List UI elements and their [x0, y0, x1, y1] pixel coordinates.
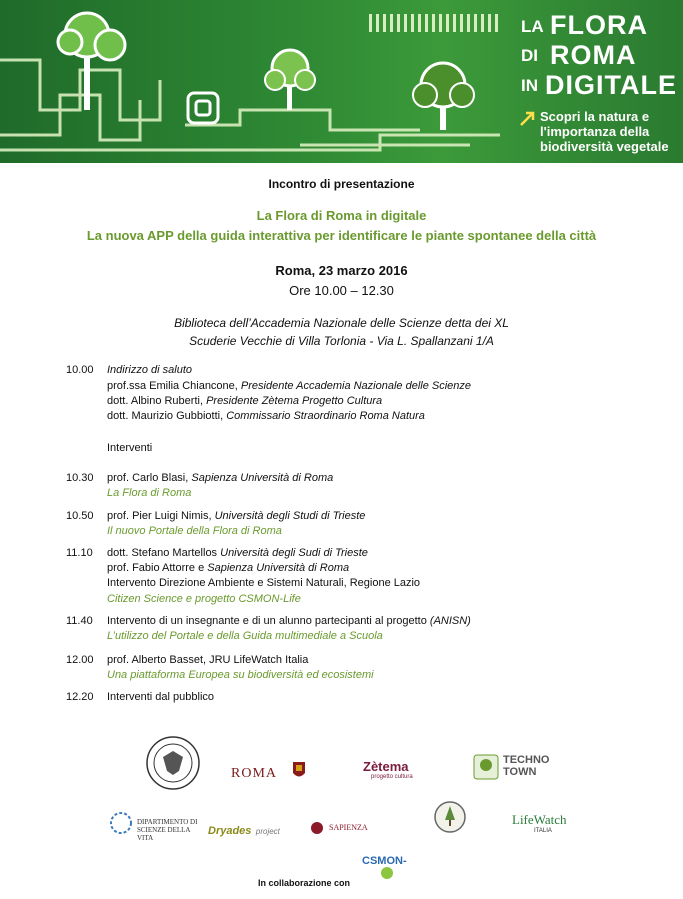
program-speaker: prof. Alberto Basset, JRU LifeWatch Italia	[107, 654, 309, 666]
collaboration-label: In collaborazione con	[258, 878, 351, 888]
program-speaker: Interventi dal pubblico	[107, 691, 215, 703]
event-date: Roma, 23 marzo 2016	[275, 263, 408, 278]
banner-title-digitale: DIGITALE	[545, 70, 677, 100]
dryades-logo	[208, 821, 280, 839]
technotown-icon	[473, 753, 499, 781]
program-time: 12.00	[66, 654, 94, 666]
banner-subtitle-3: biodiversità vegetale	[540, 139, 669, 154]
banner-title-la: LA	[521, 17, 544, 36]
speaker-role: Presidente Accademia Nazionale delle Scienze	[240, 380, 472, 392]
program-topic: Il nuovo Portale della Flora di Roma	[107, 525, 282, 537]
dipartimento-icon	[110, 810, 132, 836]
roma-logo-text: ROMA	[231, 766, 278, 781]
speaker-role: Commissario Straordinario Roma Natura	[226, 410, 425, 422]
program-speaker	[107, 509, 365, 524]
program-topic: Citizen Science e progetto CSMON-Life	[107, 593, 301, 605]
zetema-name: Zètema	[363, 759, 409, 774]
program-time: 10.00	[66, 364, 94, 376]
dryades-sub: project	[255, 827, 280, 836]
banner-title-roma: ROMA	[550, 40, 637, 70]
program-time: 12.20	[66, 691, 94, 703]
dipartimento-line-2: SCIENZE DELLA VITA	[137, 826, 191, 842]
event-subtitle: La nuova APP della guida interattiva per identificare le piante spontanee della città	[86, 228, 597, 243]
event-title: La Flora di Roma in digitale	[256, 208, 427, 223]
dipartimento-line-1: DIPARTIMENTO DI	[137, 818, 198, 826]
program-time: 10.30	[66, 472, 94, 484]
banner-title-flora: FLORA	[550, 10, 648, 40]
program-speaker	[107, 409, 425, 424]
speaker-role: Sapienza Università di Roma	[191, 472, 334, 484]
banner-subtitle-2: l'importanza della	[540, 124, 650, 139]
speaker-role: Presidente Zètema Progetto Cultura	[206, 395, 383, 407]
sapienza-logo	[310, 810, 380, 840]
speaker-role: Università degli Sudi di Trieste	[220, 547, 368, 559]
speaker-role: Università degli Studi di Trieste	[214, 510, 366, 522]
speaker-name: dott. Maurizio Gubbiotti,	[107, 410, 227, 422]
program-speaker: Intervento Direzione Ambiente e Sistemi Naturali, Regione Lazio	[107, 577, 421, 589]
technotown-name-1: TECHNO	[503, 754, 550, 766]
speaker-name: prof. Pier Luigi Nimis,	[107, 510, 215, 522]
intro-text: Incontro di presentazione	[268, 177, 415, 191]
lifewatch-logo	[512, 812, 567, 834]
technotown-logo	[473, 753, 549, 781]
speaker-role: Sapienza Università di Roma	[207, 562, 350, 574]
venue-line-2: Scuderie Vecchie di Villa Torlonia - Via L. Spallanzani 1/A	[189, 334, 494, 348]
lifewatch-sub: ITALIA	[534, 828, 552, 834]
lifewatch-name: LifeWatch	[512, 812, 567, 827]
program-speaker	[107, 471, 333, 486]
csmon-name: CSMON-	[362, 855, 407, 867]
tree-icon-2	[265, 50, 315, 110]
banner-title-in: IN	[521, 76, 538, 95]
program-speaker	[107, 561, 349, 576]
sapienza-crest-icon	[310, 820, 324, 836]
speaker-name: Intervento di un insegnante e di un alunno partecipanti al progetto	[107, 615, 430, 627]
speaker-name: prof. Carlo Blasi,	[107, 472, 192, 484]
interventi-heading: Interventi	[107, 442, 153, 454]
program-speaker	[107, 546, 368, 561]
program-speaker	[107, 394, 382, 409]
program-item-title: Indirizzo di saluto	[107, 364, 192, 376]
program-time: 11.10	[66, 547, 93, 559]
sapienza-name: SAPIENZA	[329, 823, 368, 832]
speaker-name: dott. Stefano Martellos	[107, 547, 221, 559]
csmon-leaf-icon	[379, 865, 395, 881]
program-topic: La Flora di Roma	[107, 487, 192, 499]
riserva-seal-logo	[433, 800, 467, 834]
technotown-name-2: TOWN	[503, 766, 537, 778]
program-time: 11.40	[66, 615, 93, 627]
program-speaker	[107, 379, 471, 394]
csmon-logo	[362, 851, 407, 869]
program-topic: L’utilizzo del Portale e della Guida multimediale a Scuola	[107, 630, 383, 642]
program-speaker	[107, 614, 471, 629]
speaker-name: prof.ssa Emilia Chiancone,	[107, 380, 241, 392]
accademia-seal-logo	[145, 735, 201, 791]
zetema-logo	[363, 759, 413, 780]
dryades-name: Dryades	[208, 825, 252, 837]
venue-line-1: Biblioteca dell’Accademia Nazionale delle Scienze detta dei XL	[174, 316, 509, 330]
event-time: Ore 10.00 – 12.30	[289, 283, 394, 298]
dipartimento-logo	[110, 810, 200, 842]
banner-subtitle-1: Scopri la natura e	[540, 109, 650, 124]
speaker-name: dott. Albino Ruberti,	[107, 395, 207, 407]
program-topic: Una piattaforma Europea su biodiversità ed ecosistemi	[107, 669, 374, 681]
speaker-role: (ANISN)	[429, 615, 471, 627]
program-time: 10.50	[66, 510, 94, 522]
header-banner	[0, 0, 683, 163]
tree-icon-3	[413, 63, 474, 130]
speaker-name: prof. Fabio Attorre e	[107, 562, 208, 574]
roma-crest-icon	[292, 761, 306, 781]
zetema-sub: progetto cultura	[371, 774, 413, 780]
banner-title-di: DI	[521, 46, 538, 65]
